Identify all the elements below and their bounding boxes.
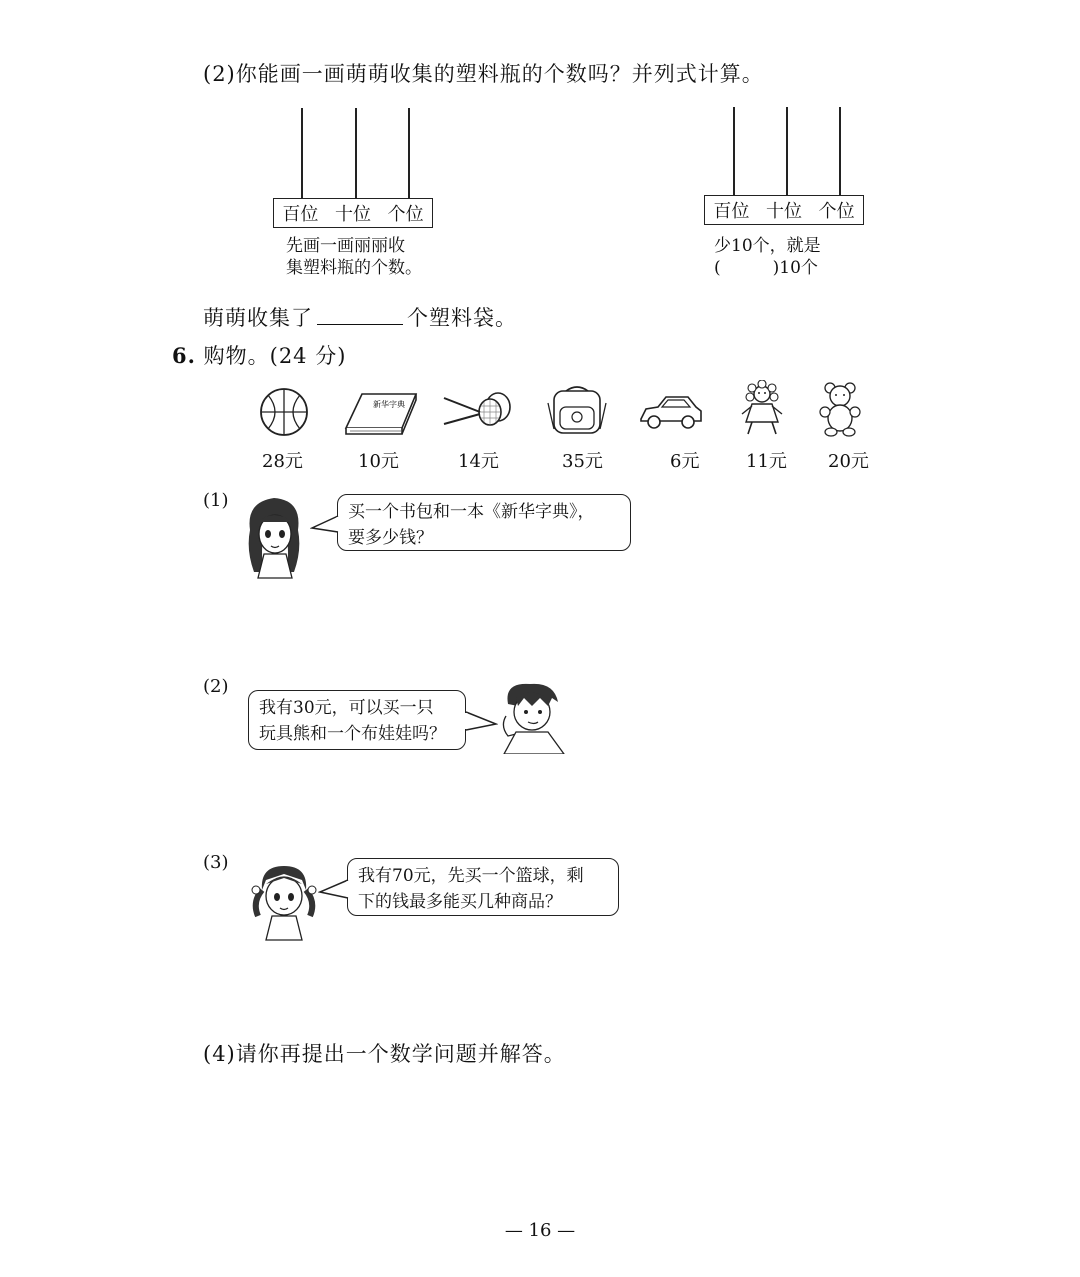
abacus-rod-ones bbox=[839, 107, 841, 197]
toy-car-icon bbox=[638, 393, 704, 433]
caption-line: 先画一画丽丽收 bbox=[286, 236, 405, 256]
answer-prefix: 萌萌收集了 bbox=[203, 306, 313, 330]
place-label-ones: 个位 bbox=[818, 201, 855, 222]
price-label: 6元 bbox=[670, 451, 700, 472]
book-title-text: 新华字典 bbox=[373, 400, 405, 409]
abacus-rod-hundreds bbox=[733, 107, 735, 197]
price-label: 20元 bbox=[828, 451, 869, 472]
abacus-left-caption bbox=[286, 235, 422, 279]
bubble-tail bbox=[310, 514, 340, 536]
sub1-label: (1) bbox=[203, 490, 229, 511]
basketball-icon bbox=[256, 386, 312, 438]
sub1-speech-bubble bbox=[337, 494, 631, 551]
answer-blank[interactable] bbox=[317, 306, 403, 325]
rag-doll-icon bbox=[734, 380, 790, 438]
bubble-line: 要多少钱？ bbox=[348, 528, 433, 548]
place-label-tens: 十位 bbox=[334, 204, 371, 225]
bubble-line: 我有30元，可以买一只 bbox=[259, 698, 434, 718]
price-label: 35元 bbox=[562, 451, 603, 472]
bubble-line: 我有70元，先买一个篮球，剩 bbox=[358, 866, 584, 886]
girl-avatar-2 bbox=[246, 860, 322, 942]
abacus-place-labels bbox=[704, 195, 864, 225]
caption-line-blank bbox=[714, 257, 821, 279]
price-label: 14元 bbox=[458, 451, 499, 472]
sub2-speech-bubble bbox=[248, 690, 466, 750]
sub3-label: (3) bbox=[203, 852, 229, 873]
q6-number: 6. bbox=[172, 343, 196, 368]
abacus-left bbox=[273, 108, 435, 228]
answer-suffix: 个塑料袋。 bbox=[407, 306, 517, 330]
bubble-line: 买一个书包和一本《新华字典》， bbox=[348, 502, 595, 522]
q5-answer-line bbox=[203, 302, 517, 332]
boy-avatar bbox=[494, 680, 570, 754]
q6-heading bbox=[172, 340, 346, 370]
place-label-ones: 个位 bbox=[387, 204, 424, 225]
school-bag-icon bbox=[546, 383, 608, 439]
bubble-line: 下的钱最多能买几种商品？ bbox=[358, 892, 562, 912]
abacus-right bbox=[704, 107, 866, 227]
sub2-label: (2) bbox=[203, 676, 229, 697]
dictionary-book-icon bbox=[340, 388, 420, 438]
abacus-rod-hundreds bbox=[301, 108, 303, 200]
place-label-hundreds: 百位 bbox=[282, 204, 319, 225]
price-label: 10元 bbox=[358, 451, 399, 472]
bubble-tail bbox=[464, 708, 498, 734]
price-label: 11元 bbox=[746, 451, 787, 472]
price-label: 28元 bbox=[262, 451, 303, 472]
sub4-prompt: (4)请你再提出一个数学问题并解答。 bbox=[203, 1042, 566, 1066]
bubble-line: 玩具熊和一个布娃娃吗？ bbox=[259, 724, 446, 744]
girl-avatar-1 bbox=[236, 490, 314, 580]
q6-title: 购物。(24 分) bbox=[203, 344, 347, 368]
badminton-rackets-icon bbox=[440, 388, 516, 434]
caption-line: 少10个，就是 bbox=[714, 236, 821, 256]
bubble-tail bbox=[318, 878, 350, 902]
place-label-hundreds: 百位 bbox=[713, 201, 750, 222]
sub3-speech-bubble bbox=[347, 858, 619, 916]
abacus-right-caption bbox=[714, 235, 821, 279]
page-number: — 16 — bbox=[504, 1220, 576, 1241]
abacus-rod-tens bbox=[355, 108, 357, 200]
teddy-bear-icon bbox=[816, 380, 864, 438]
abacus-place-labels bbox=[273, 198, 433, 228]
paren-close: )10个 bbox=[772, 258, 818, 278]
paren-open: ( bbox=[714, 258, 721, 278]
place-label-tens: 十位 bbox=[765, 201, 802, 222]
caption-line: 集塑料瓶的个数。 bbox=[286, 258, 422, 278]
abacus-rod-tens bbox=[786, 107, 788, 197]
abacus-rod-ones bbox=[408, 108, 410, 200]
q5-part2-prompt: (2)你能画一画萌萌收集的塑料瓶的个数吗？并列式计算。 bbox=[203, 62, 764, 86]
